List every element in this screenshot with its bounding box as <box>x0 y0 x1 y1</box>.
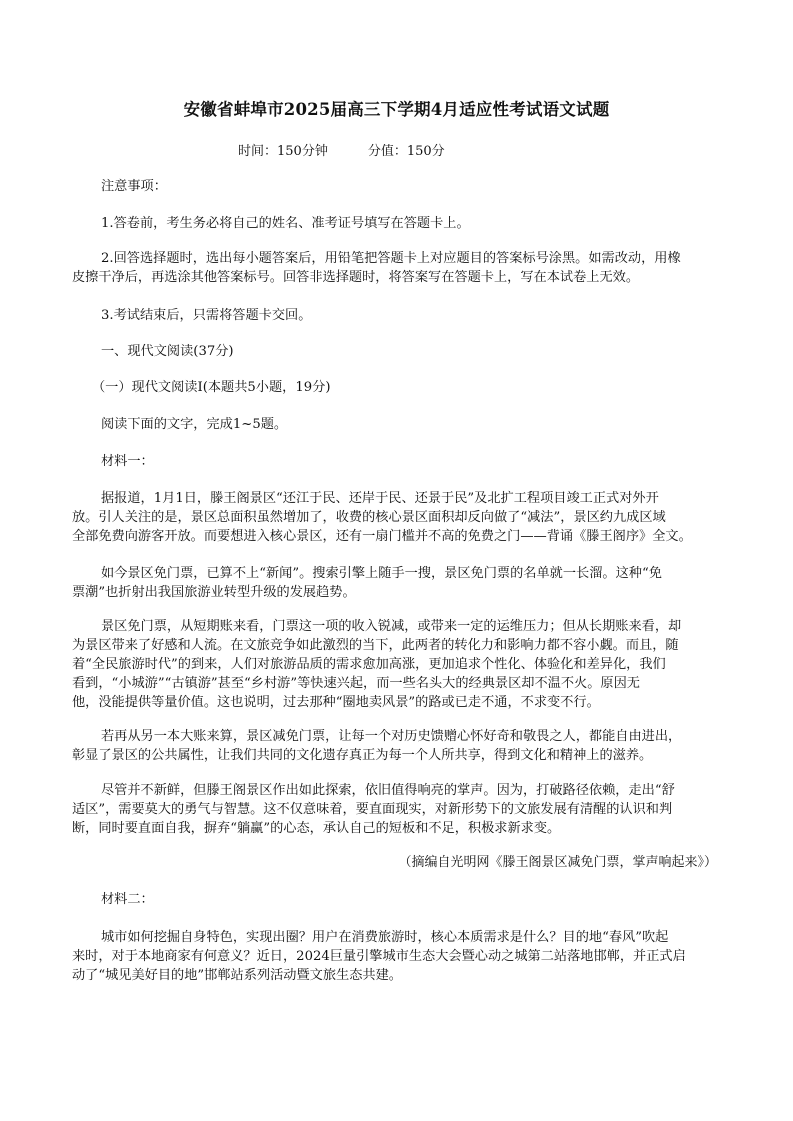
text-line: 若再从另一本大账来算，景区减免门票，让每一个对历史馈赠心怀好奇和敬畏之人，都能自由进出， <box>101 729 682 744</box>
notice-item-3: 3.考试结束后，只需将答题卡交回。 <box>101 308 312 323</box>
instruction: 阅读下面的文字，完成1~5题。 <box>101 417 288 432</box>
text-line: 动了“城见美好目的地”邯郸站系列活动暨文旅生态共建。 <box>72 968 402 983</box>
material-1-label: 材料一： <box>101 454 154 469</box>
text-line: 尽管并不新鲜，但滕王阁景区作出如此探索，依旧值得响亮的掌声。因为，打破路径依赖，走出“舒 <box>101 783 675 798</box>
text-line: 彰显了景区的公共属性，让我们共同的文化遗存真正为每一个人所共享，得到文化和精神上的滋养。 <box>72 748 653 763</box>
text-line: 据报道，1月1日，滕王阁景区“还江于民、还岸于民、还景于民”及北扩工程项目竣工正式对外开 <box>101 491 659 506</box>
notice-item-2 <box>72 249 732 287</box>
text-line: 为景区带来了好感和人流。在文旅竞争如此激烈的当下，此两者的转化力和影响力都不容小觑。而且，随 <box>72 638 679 653</box>
material-1-paragraph <box>72 781 732 838</box>
material-1-paragraph <box>72 489 732 546</box>
material-1-paragraph <box>72 564 732 602</box>
text-line: 全部免费向游客开放。而要想进入核心景区，还有一扇门槛并不高的免费之门——背诵《滕王阁序》全文。 <box>72 529 692 544</box>
text-line: 皮擦干净后，再选涂其他答案标号。回答非选择题时，将答案写在答题卡上，写在本试卷上无效。 <box>72 270 640 285</box>
text-line: 他，没能提供等量价值。这也说明，过去那种“圈地卖风景”的路或已走不通，不求变不行。 <box>72 695 600 710</box>
material-1-paragraph <box>72 727 732 765</box>
exam-score: 分值：150分 <box>367 144 445 159</box>
notice-item-1: 1.答卷前，考生务必将自己的姓名、准考证号填写在答题卡上。 <box>101 216 470 231</box>
text-line: 来时，对于本地商家有何意义？近日，2024巨量引擎城市生态大会暨心动之城第二站落地邯郸，并正式启 <box>72 949 686 964</box>
text-line: 看到，“小城游”“古镇游”甚至“乡村游”等快速兴起，而一些名头大的经典景区却不温不火。原因无 <box>72 676 640 691</box>
material-2-paragraph <box>72 928 732 985</box>
section-heading: 一、现代文阅读(37分) <box>101 344 234 359</box>
text-line: 2.回答选择题时，选出每小题答案后，用铅笔把答题卡上对应题目的答案标号涂黑。如需改动，用橡 <box>101 251 681 266</box>
exam-title: 安徽省蚌埠市2025届高三下学期4月适应性考试语文试题 <box>183 100 610 119</box>
text-line: 适区”，需要莫大的勇气与智慧。这不仅意味着，要直面现实，对新形势下的文旅发展有清醒的认识和判 <box>72 802 673 817</box>
exam-meta <box>238 140 445 159</box>
text-line: 票潮”也折射出我国旅游业转型升级的发展趋势。 <box>72 585 356 600</box>
material-2-label: 材料二： <box>101 892 154 907</box>
text-line: 如今景区免门票，已算不上“新闻”。搜索引擎上随手一搜，景区免门票的名单就一长溜。这种“免 <box>101 566 662 581</box>
subsection-heading: （一）现代文阅读Ⅰ(本题共5小题，19分) <box>92 380 331 395</box>
notice-heading: 注意事项： <box>101 179 167 194</box>
text-line: 断，同时要直面自我，摒弃“躺赢”的心态，承认自己的短板和不足，积极求新求变。 <box>72 821 561 836</box>
material-1-source: （摘编自光明网《滕王阁景区减免门票，掌声响起来》） <box>398 855 717 870</box>
material-1-paragraph <box>72 617 732 712</box>
exam-time: 时间：150分钟 <box>238 144 328 159</box>
text-line: 着“全民旅游时代”的到来，人们对旅游品质的需求愈加高涨，更加追求个性化、体验化和差异化，我们 <box>72 657 666 672</box>
text-line: 放。引人关注的是，景区总面积虽然增加了，收费的核心景区面积却反向做了“减法”，景区约九成区域 <box>72 510 666 525</box>
text-line: 城市如何挖掘自身特色，实现出圈？用户在消费旅游时，核心本质需求是什么？目的地“春风”吹起 <box>101 930 669 945</box>
text-line: 景区免门票，从短期账来看，门票这一项的收入锐减，或带来一定的运维压力；但从长期账来看，却 <box>101 619 682 634</box>
